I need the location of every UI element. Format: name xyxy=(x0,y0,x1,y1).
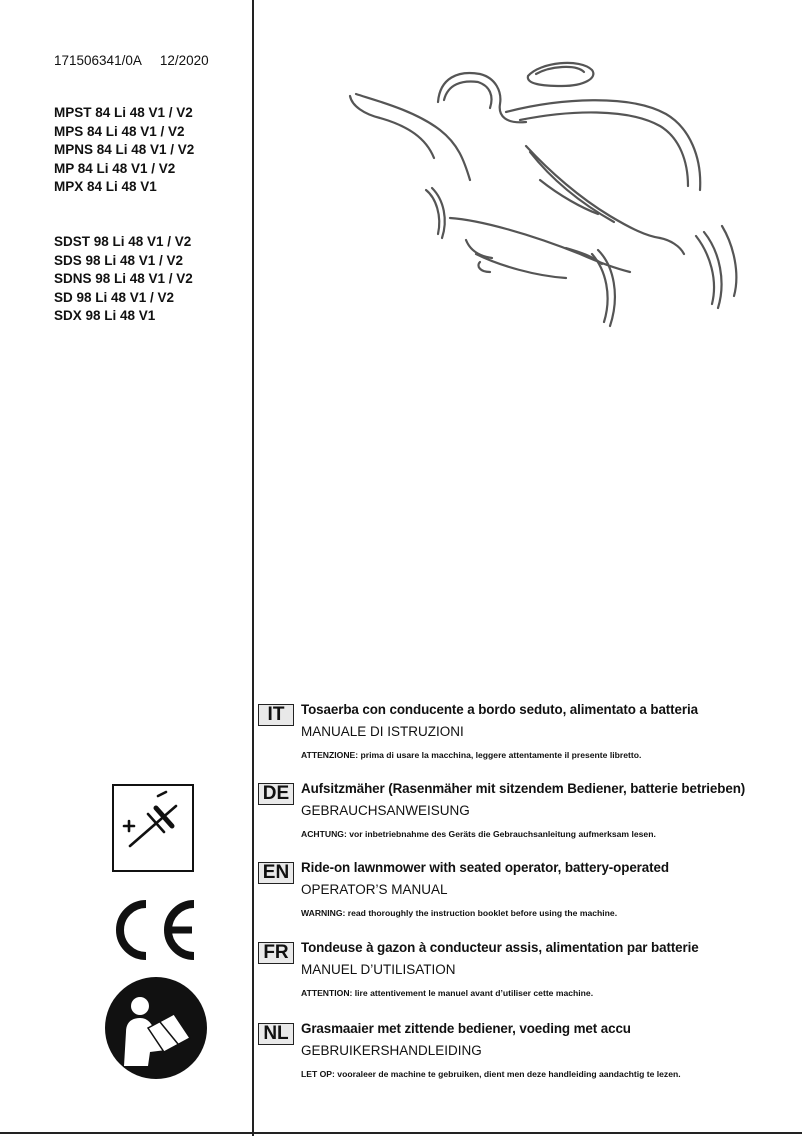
model-name: MPX 84 Li 48 V1 xyxy=(54,179,157,195)
language-title: Tosaerba con conducente a bordo seduto, alimentato a batteria xyxy=(301,702,698,717)
language-warning: ACHTUNG: vor inbetriebnahme des Geräts die Gebrauchsanleitung aufmerksam lesen. xyxy=(301,829,656,839)
language-code: EN xyxy=(258,862,294,884)
language-code: IT xyxy=(258,704,294,726)
model-name: MPNS 84 Li 48 V1 / V2 xyxy=(54,142,195,158)
bottom-divider xyxy=(0,1132,802,1134)
language-warning: WARNING: read thoroughly the instruction booklet before using the machine. xyxy=(301,908,618,918)
language-subtitle: GEBRUIKERSHANDLEIDING xyxy=(301,1043,482,1058)
model-name: SDS 98 Li 48 V1 / V2 xyxy=(54,252,184,268)
model-name: MP 84 Li 48 V1 / V2 xyxy=(54,160,176,176)
ride-on-mower-illustration xyxy=(330,40,750,340)
language-code: FR xyxy=(258,942,294,964)
language-warning: LET OP: vooraleer de machine te gebruiken, dient men deze handleiding aandachtig te lezen. xyxy=(301,1069,681,1079)
vertical-divider xyxy=(252,0,254,1136)
language-subtitle: MANUALE DI ISTRUZIONI xyxy=(301,724,464,739)
doc-date: 12/2020 xyxy=(159,53,209,68)
ce-mark-icon xyxy=(106,898,202,960)
language-warning: ATTENTION: lire attentivement le manuel avant d’utiliser cette machine. xyxy=(301,988,594,998)
read-manual-icon xyxy=(104,976,208,1080)
model-name: SDNS 98 Li 48 V1 / V2 xyxy=(54,271,193,287)
language-subtitle: OPERATOR’S MANUAL xyxy=(301,882,448,897)
model-list-84 xyxy=(54,104,194,197)
language-title: Tondeuse à gazon à conducteur assis, alimentation par batterie xyxy=(301,940,699,955)
language-subtitle: MANUEL D’UTILISATION xyxy=(301,962,456,977)
language-warning: ATTENZIONE: prima di usare la macchina, leggere attentamente il presente libretto. xyxy=(301,750,642,760)
language-title: Ride-on lawnmower with seated operator, battery-operated xyxy=(301,860,669,875)
document-header xyxy=(54,53,209,68)
battery-symbol-graphic xyxy=(114,786,192,870)
battery-polarity-icon xyxy=(112,784,194,872)
model-name: MPS 84 Li 48 V1 / V2 xyxy=(54,123,185,139)
doc-number: 171506341/0A xyxy=(54,53,142,68)
language-title: Aufsitzmäher (Rasenmäher mit sitzendem Bediener, batterie betrieben) xyxy=(301,781,746,796)
language-title: Grasmaaier met zittende bediener, voeding met accu xyxy=(301,1021,631,1036)
model-name: SDX 98 Li 48 V1 xyxy=(54,308,156,324)
language-code: NL xyxy=(258,1023,294,1045)
model-name: SD 98 Li 48 V1 / V2 xyxy=(54,289,175,305)
model-list-98 xyxy=(54,233,193,326)
model-name: SDST 98 Li 48 V1 / V2 xyxy=(54,234,192,249)
language-code: DE xyxy=(258,783,294,805)
model-name: MPST 84 Li 48 V1 / V2 xyxy=(54,105,193,120)
language-subtitle: GEBRAUCHSANWEISUNG xyxy=(301,803,470,818)
